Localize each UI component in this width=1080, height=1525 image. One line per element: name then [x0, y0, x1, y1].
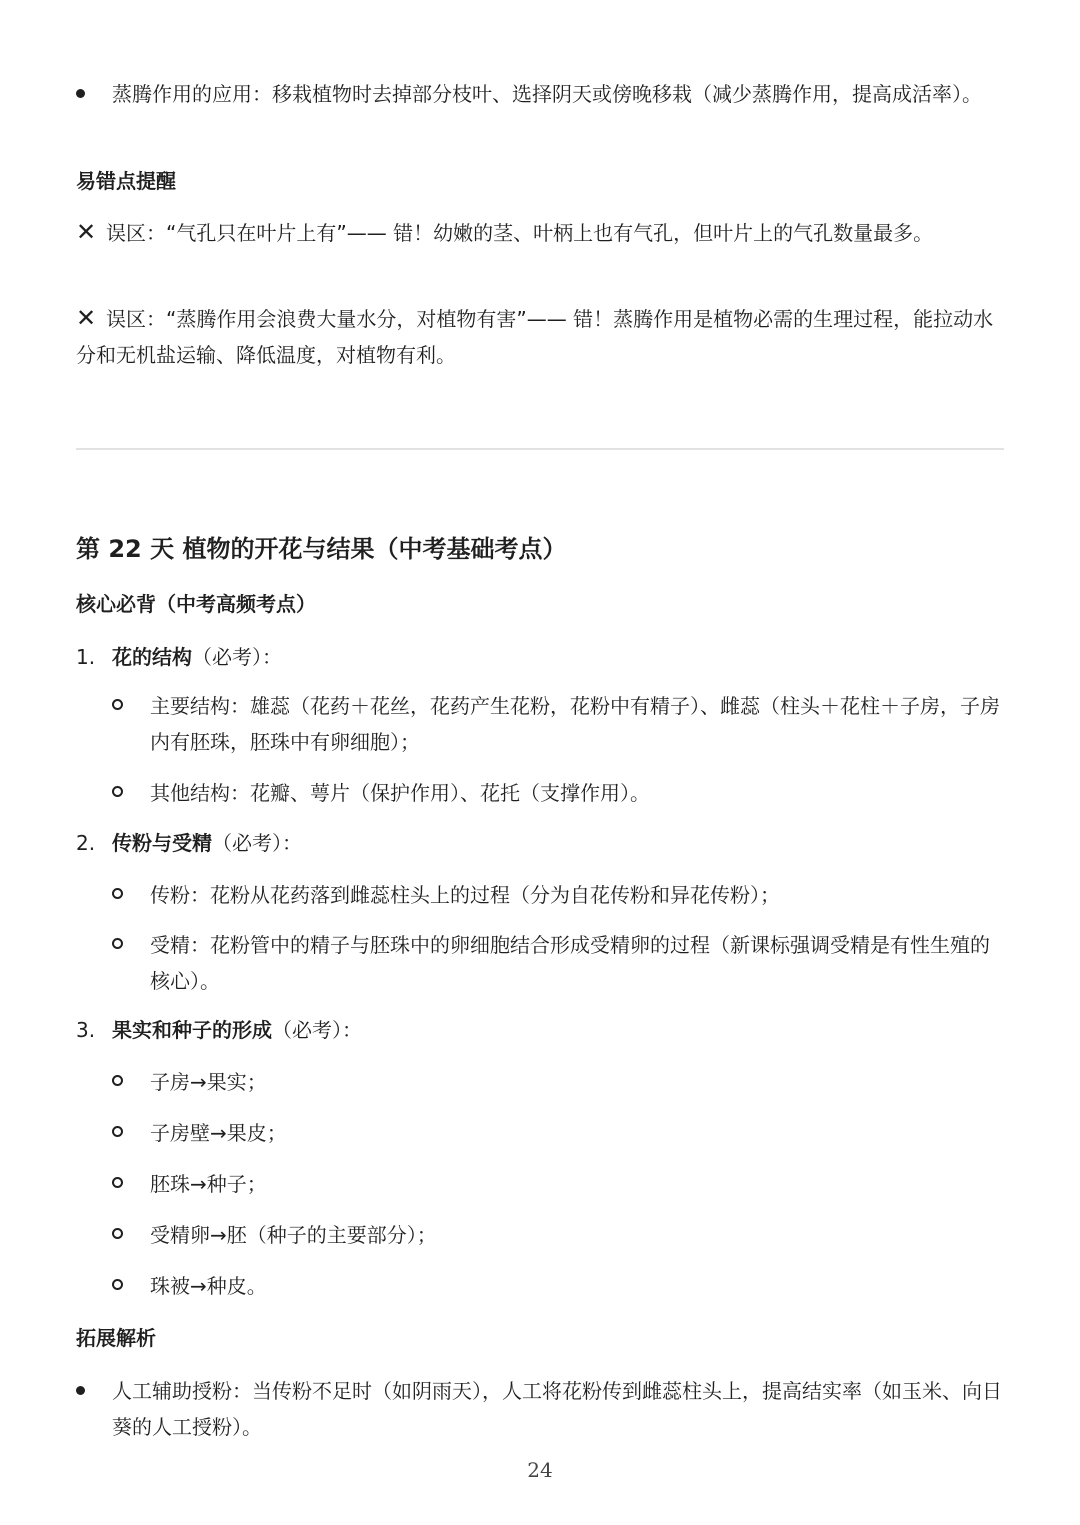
cross-icon: ✕	[76, 304, 97, 332]
list-item	[112, 1115, 1006, 1151]
page-number: 24	[527, 1458, 553, 1482]
mistake-text-1: 误区：“气孔只在叶片上有”—— 错！幼嫩的茎、叶柄上也有气孔，但叶片上的气孔数量最多。	[106, 221, 934, 245]
list-item-text: 受精：花粉管中的精子与胚珠中的卵细胞结合形成受精卵的过程（新课标强调受精是有性生殖的核心）。	[150, 933, 990, 993]
list-item	[112, 1268, 1006, 1304]
list-item-text: 胚珠→种子；	[150, 1172, 267, 1196]
bullet-dot	[76, 89, 85, 98]
list-item	[112, 775, 1006, 811]
mistake-paragraph-1	[76, 214, 1006, 251]
circle-bullet-icon	[112, 1075, 123, 1086]
item-title: 传粉与受精	[112, 831, 212, 855]
numbered-item-3	[76, 1013, 1006, 1047]
bullet-text: 蒸腾作用的应用：移栽植物时去掉部分枝叶、选择阴天或傍晚移栽（减少蒸腾作用，提高成活率）。	[112, 82, 982, 106]
bullet-item	[76, 1373, 1006, 1445]
core-heading: 核心必背（中考高频考点）	[76, 592, 316, 616]
bullet-item	[76, 76, 1006, 112]
item-number: 1.	[76, 645, 96, 669]
list-item	[112, 1064, 1006, 1100]
list-item-text: 子房壁→果皮；	[150, 1121, 287, 1145]
circle-bullet-icon	[112, 1228, 123, 1239]
list-item-text: 珠被→种皮。	[150, 1274, 267, 1298]
mistake-paragraph-2	[76, 300, 1006, 373]
mistake-text-2: 误区：“蒸腾作用会浪费大量水分，对植物有害”—— 错！蒸腾作用是植物必需的生理过程，能拉动水分和无机盐运输、降低温度，对植物有利。	[76, 307, 994, 367]
section-title: 第 22 天 植物的开花与结果（中考基础考点）	[76, 535, 567, 563]
item-number: 2.	[76, 831, 96, 855]
item-number: 3.	[76, 1018, 96, 1042]
numbered-item-1	[76, 640, 1006, 674]
list-item-text: 传粉：花粉从花药落到雌蕊柱头上的过程（分为自花传粉和异花传粉）；	[150, 883, 780, 907]
list-item	[112, 877, 1006, 913]
bullet-text: 人工辅助授粉：当传粉不足时（如阴雨天），人工将花粉传到雌蕊柱头上，提高结实率（如玉米、向日葵的人工授粉）。	[112, 1379, 1002, 1439]
circle-bullet-icon	[112, 699, 123, 710]
list-item-text: 主要结构：雄蕊（花药＋花丝，花药产生花粉，花粉中有精子）、雌蕊（柱头＋花柱＋子房，子房内有胚珠，胚珠中有卵细胞）；	[150, 694, 1000, 754]
list-item	[112, 688, 1006, 760]
cross-icon: ✕	[76, 218, 97, 246]
item-title: 花的结构	[112, 645, 192, 669]
extension-heading: 拓展解析	[76, 1326, 156, 1350]
list-item-text: 子房→果实；	[150, 1070, 267, 1094]
list-item	[112, 927, 1006, 999]
list-item	[112, 1166, 1006, 1202]
item-note: （必考）：	[212, 831, 302, 855]
item-title: 果实和种子的形成	[112, 1018, 272, 1042]
list-item	[112, 1217, 1006, 1253]
circle-bullet-icon	[112, 938, 123, 949]
circle-bullet-icon	[112, 1279, 123, 1290]
list-item-text: 受精卵→胚（种子的主要部分）；	[150, 1223, 437, 1247]
bullet-dot	[76, 1386, 85, 1395]
circle-bullet-icon	[112, 888, 123, 899]
item-note: （必考）：	[192, 645, 282, 669]
circle-bullet-icon	[112, 786, 123, 797]
list-item-text: 其他结构：花瓣、萼片（保护作用）、花托（支撑作用）。	[150, 781, 650, 805]
item-note: （必考）：	[272, 1018, 362, 1042]
circle-bullet-icon	[112, 1177, 123, 1188]
circle-bullet-icon	[112, 1126, 123, 1137]
mistakes-heading: 易错点提醒	[76, 169, 176, 193]
section-divider	[76, 448, 1004, 450]
numbered-item-2	[76, 826, 1006, 860]
